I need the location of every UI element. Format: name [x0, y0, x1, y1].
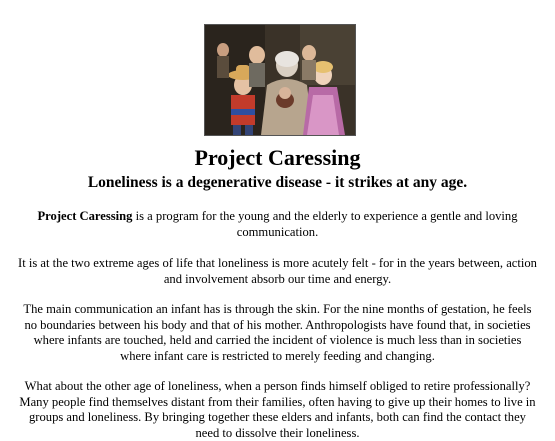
page-subtitle: Loneliness is a degenerative disease - it strikes at any age. — [87, 174, 468, 191]
extreme-ages-paragraph: It is at the two extreme ages of life that loneliness is more acutely felt - for in the years between, action and involvement absorb our time and energy. — [18, 256, 537, 286]
program-name: Project Caressing — [37, 209, 133, 223]
infant-communication-paragraph: The main communication an infant has is through the skin. For the nine months of gestation, he feels no boundaries between his body and that of his mother. Anthropologists have found that, in societies where infants are touched, held and carried the incident of violence is much less than in societies where infant care is restricted to merely feeding and changing. — [23, 302, 532, 363]
elders-paragraph: What about the other age of loneliness, when a person finds himself obliged to retire professionally? Many people find themselves distant from their families, often having to give up their homes to live in groups and loneliness. By bringing together these elders and infants, both can find the contact they need to dissolve their loneliness. — [19, 379, 536, 440]
hero-photo-graphic — [205, 25, 355, 135]
intro-paragraph — [18, 209, 537, 240]
hero-photo — [204, 24, 356, 136]
intro-text: is a program for the young and the elderly to experience a gentle and loving communication. — [132, 209, 518, 239]
page-title: Project Caressing — [194, 145, 361, 170]
